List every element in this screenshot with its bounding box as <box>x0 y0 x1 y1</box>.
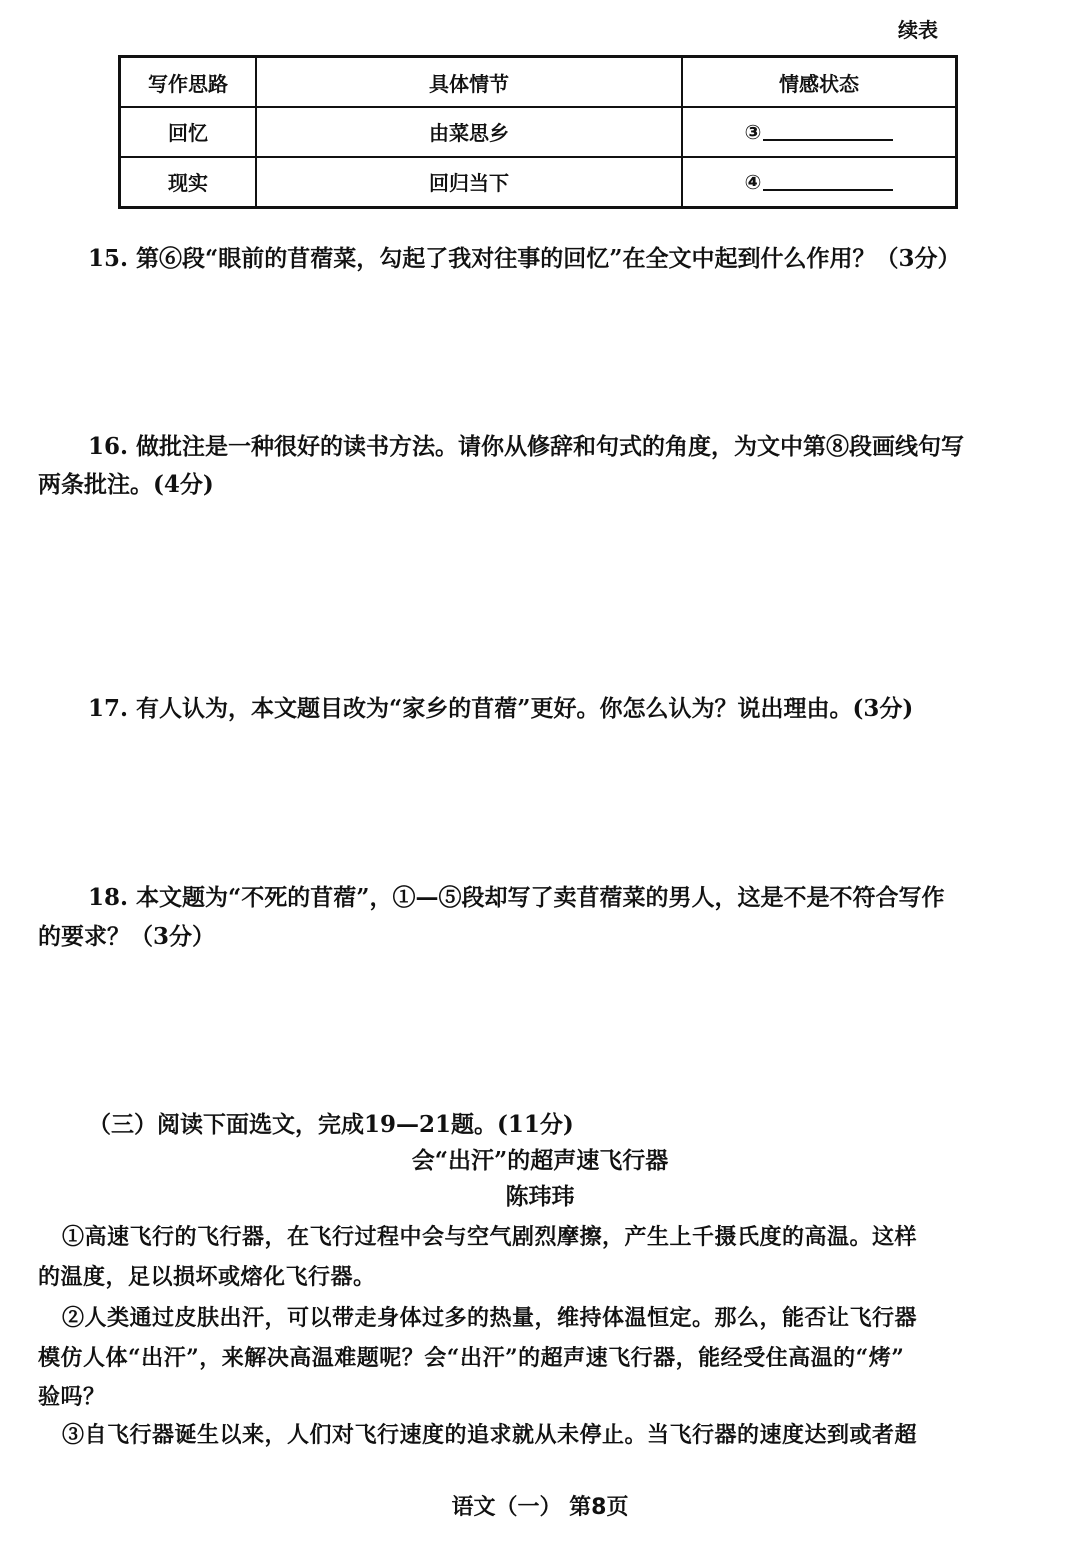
question-17: 17. 有人认为，本文题目改为“家乡的苜蓿”更好。你怎么认为？说出理由。(3分) <box>88 695 914 722</box>
table-row <box>120 157 957 208</box>
paragraph-3-line1: ③自飞行器诞生以来，人们对飞行速度的追求就从未停止。当飞行器的速度达到或者超 <box>62 1422 918 1448</box>
blank-marker: ④ <box>744 170 762 195</box>
table-cell-idea: 现实 <box>120 157 257 208</box>
question-18-line2: 的要求？（3分） <box>38 923 216 950</box>
article-title: 会“出汗”的超声速飞行器 <box>411 1147 669 1174</box>
page-footer: 语文（一） 第8页 <box>451 1495 629 1520</box>
paragraph-1-line2: 的温度，足以损坏或熔化飞行器。 <box>38 1264 376 1290</box>
question-18-line1: 18. 本文题为“不死的苜蓿”，①—⑤段却写了卖苜蓿菜的男人，这是不是不符合写作 <box>88 884 945 911</box>
table-header-row <box>120 57 957 108</box>
section-instruction: （三）阅读下面选文，完成19—21题。(11分) <box>88 1111 574 1138</box>
article-author: 陈玮玮 <box>505 1183 575 1210</box>
paragraph-1-line1: ①高速飞行的飞行器，在飞行过程中会与空气剧烈摩擦，产生上千摄氏度的高温。这样 <box>62 1224 918 1250</box>
table-header: 写作思路 <box>120 57 257 108</box>
table-header: 具体情节 <box>256 57 682 108</box>
table-cell-emotion <box>682 107 957 157</box>
question-16-line1: 16. 做批注是一种很好的读书方法。请你从修辞和句式的角度，为文中第⑧段画线句写 <box>88 433 965 460</box>
paragraph-2-line3: 验吗？ <box>38 1384 106 1410</box>
continuation-label: 续表 <box>898 18 938 42</box>
answer-blank[interactable] <box>763 119 893 141</box>
table-cell-idea: 回忆 <box>120 107 257 157</box>
question-16-line2: 两条批注。(4分) <box>38 471 214 498</box>
table-cell-plot: 回归当下 <box>256 157 682 208</box>
question-15: 15. 第⑥段“眼前的苜蓿菜，勾起了我对往事的回忆”在全文中起到什么作用？（3分） <box>88 245 961 272</box>
paragraph-2-line2: 模仿人体“出汗”，来解决高温难题呢？会“出汗”的超声速飞行器，能经受住高温的“烤” <box>38 1345 905 1371</box>
table-cell-plot: 由菜思乡 <box>256 107 682 157</box>
answer-blank[interactable] <box>763 169 893 191</box>
answer-table <box>118 55 958 209</box>
blank-marker: ③ <box>744 120 762 145</box>
table-row <box>120 107 957 157</box>
table-cell-emotion <box>682 157 957 208</box>
paragraph-2-line1: ②人类通过皮肤出汗，可以带走身体过多的热量，维持体温恒定。那么，能否让飞行器 <box>62 1305 918 1331</box>
table-header: 情感状态 <box>682 57 957 108</box>
